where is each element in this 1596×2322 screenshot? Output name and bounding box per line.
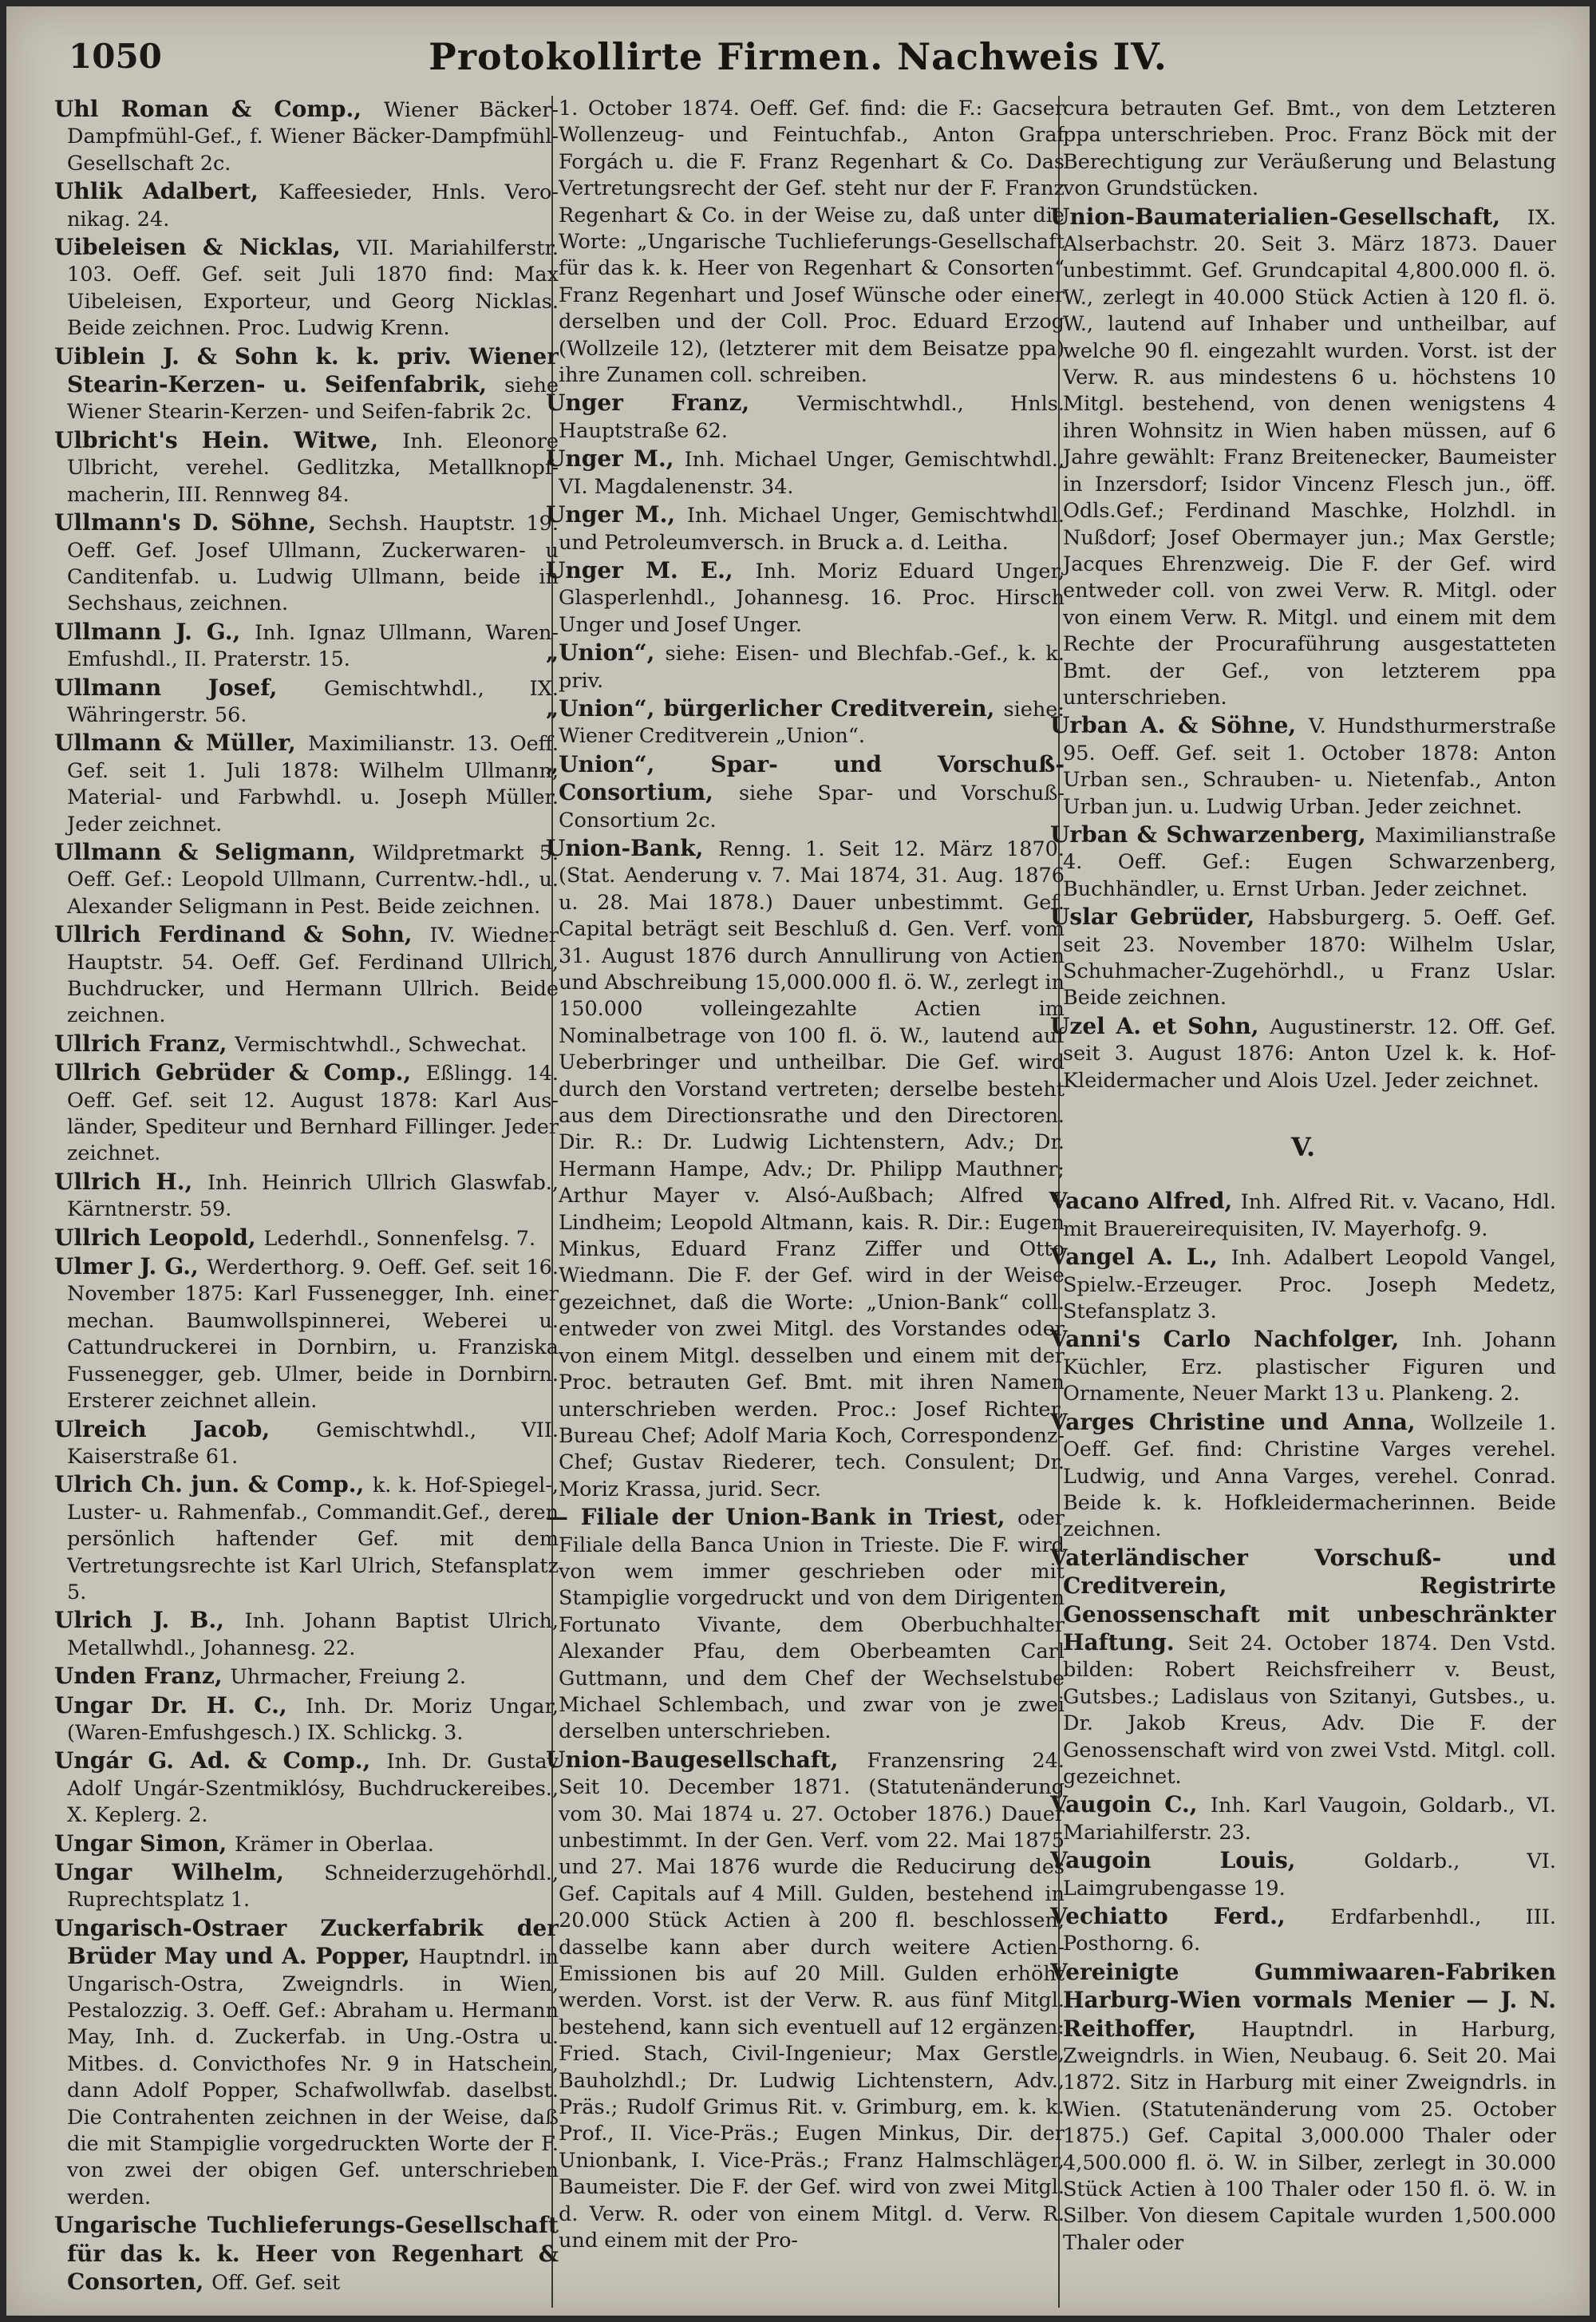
firm-name: Union-Baumaterialien-Gesellschaft, [1050, 203, 1527, 230]
directory-entry [54, 1416, 559, 1471]
firm-name: Ullrich Franz, [54, 1030, 235, 1057]
page-header [6, 30, 1590, 86]
directory-entry [54, 1663, 559, 1691]
directory-entry [1050, 1791, 1556, 1846]
firm-name: Vaugoin C., [1050, 1791, 1211, 1818]
document-page [6, 6, 1590, 2316]
entry-text: Lederhdl., Sonnenfelsg. 7. [263, 1226, 536, 1251]
firm-name: Uslar Gebrüder, [1050, 904, 1268, 931]
entry-text: Gemischtwhdl., IX. Währingerstr. 56. [67, 676, 559, 727]
firm-name: „Union“, [546, 639, 666, 667]
firm-name: Vereinigte Gummiwaaren-Fabriken Harburg-Wien vormals Menier — J. N. Reithoffer, [1050, 1958, 1556, 2042]
firm-name: Union-Bank, [546, 834, 719, 861]
entry-text: Krämer in Oberlaa. [235, 1832, 434, 1857]
firm-name: Ulrich Ch. jun. & Comp., [54, 1471, 373, 1498]
entry-text: Schneiderzugehörhdl., Ruprechtsplatz 1. [67, 1861, 559, 1913]
directory-entry [54, 619, 559, 674]
entry-text: cura betrauten Gef. Bmt., von dem Letzteren ppa unterschrieben. Proc. Franz Böck mit der Berechtigung zur Veräußerung und Belastung von Grundstücken. [1063, 97, 1556, 201]
firm-name: Ullmann J. G., [54, 618, 255, 645]
entry-text: Goldarb., VI. Laimgrubengasse 19. [1063, 1849, 1556, 1901]
directory-entry [54, 730, 559, 838]
firm-name: Ungár G. Ad. & Comp., [54, 1747, 387, 1774]
entry-text: VII. Mariahilferstr. 103. Oeff. Gef. seit Juli 1870 find: Max Uibeleisen, Exporteur, und Georg Nicklas. Beide zeichnen. Proc. Ludwig Krenn. [67, 236, 559, 341]
directory-entry [54, 1747, 559, 1829]
entry-text: Vermischtwhdl., Schwechat. [235, 1032, 527, 1057]
firm-name: Ulrich J. B., [54, 1607, 245, 1634]
firm-name: Ullrich Gebrüder & Comp., [54, 1059, 426, 1086]
entry-text: Augustinerstr. 12. Off. Gef. seit 3. August 1876: Anton Uzel k. k. Hof-Kleidermacher und Alois Uzel. Jeder zeichnet. [1063, 1015, 1556, 1093]
directory-entry [54, 674, 559, 730]
firm-name: Ulbricht's Hein. Witwe, [54, 426, 403, 453]
firm-name: Vacano Alfred, [1050, 1188, 1241, 1215]
entry-text: Vermischtwhdl., Hnls. Hauptstraße 62. [559, 392, 1065, 443]
firm-name: Uiblein J. & Sohn k. k. priv. Wiener Stearin-Kerzen- u. Seifenfabrik, [54, 342, 559, 398]
directory-entry [54, 1471, 559, 1606]
directory-entry [1050, 1847, 1556, 1902]
directory-entry [546, 835, 1065, 1503]
entry-text: Inh. Alfred Rit. v. Vacano, Hdl. mit Brauereirequisiten, IV. Mayerhofg. 9. [1063, 1190, 1556, 1241]
entry-text: Seit 24. October 1874. Den Vstd. bilden: Robert Reichsfreiherr v. Beust, Gutsbes.; Ladislaus von Szitanyi, Gutsbes., u. Dr. Jakob Kreus, Adv. Die F. der Genossenschaft wird von zwei Vstd. Mitgl. coll. gezeichnet. [1063, 1631, 1556, 1789]
firm-name: Ungarisch-Ostraer Zuckerfabrik der Brüder May und A. Popper, [54, 1914, 559, 1970]
entry-text: Inh. Adalbert Leopold Vangel, Spielw.-Erzeuger. Proc. Joseph Medetz, Stefansplatz 3. [1063, 1246, 1556, 1324]
firm-name: Urban A. & Söhne, [1050, 712, 1309, 739]
entry-text: Renng. 1. Seit 12. März 1870. (Stat. Aenderung v. 7. Mai 1874, 31. Aug. 1876 u. 28. Mai 1878.) Dauer unbestimmt. Gef. Capital beträgt seit Beschluß d. Gen. Verf. vom 31. August 1876 durch Annullirung von Actien und Abschreibung 15,000.000 fl. ö. W., zerlegt in 150.000 volleingezahlte Actien im Nominalbetrage von 100 fl. ö. W., lautend auf Ueberbringer und untheilbar. Die Gef. wird durch den Vorstand vertreten; derselbe besteht aus dem Directionsrathe und den Directoren. Dir. R.: Dr. Ludwig Lichtenstern, Adv.; Dr. Hermann Hampe, Adv.; Dr. Philipp Mauthner; Arthur Mayer v. Alsó-Außbach; Alfred v. Lindheim; Leopold Altmann, kais. R. Dir.: Eugen Minkus, Eduard Franz Ziffer und Otto Wiedmann. Die F. der Gef. wird in der Weise gezeichnet, daß die Worte: „Union-Bank“ coll. entweder von zwei Mitgl. des Vorstandes oder von einem Mitgl. desselben und einem mit der Proc. betrauten Gef. Bmt. mit ihren Namen unterschrieben werden. Proc.: Josef Richter, Bureau Chef; Adolf Maria Koch, Correspondenz-Chef; Gustav Riederer, tech. Consulent; Dr. Moriz Krassa, jurid. Secr. [559, 837, 1065, 1501]
column-middle [546, 96, 1065, 2308]
entry-text: Wollzeile 1. Oeff. Gef. find: Christine Varges verehel. Ludwig, und Anna Varges, verehel. Conrad. Beide k. k. Hofkleidermacherinnen. Beide zeichnen. [1063, 1410, 1556, 1542]
firm-name: Ulreich Jacob, [54, 1415, 317, 1442]
entry-text: Inh. Dr. Moriz Ungar, (Waren-Emfushgesch.) IX. Schlickg. 3. [67, 1694, 559, 1745]
directory-entry [546, 390, 1065, 445]
firm-name: Vanni's Carlo Nachfolger, [1050, 1326, 1422, 1353]
entry-text: Inh. Karl Vaugoin, Goldarb., VI. Mariahilferstr. 23. [1063, 1794, 1556, 1845]
directory-entry [546, 695, 1065, 750]
directory-entry [54, 1059, 559, 1168]
firm-name: „Union“, Spar- und Vorschuß-Consortium, [546, 750, 1065, 806]
entry-text: Inh. Michael Unger, Gemischtwhdl., VI. Magdalenenstr. 34. [559, 448, 1065, 499]
firm-name: Ullmann Josef, [54, 674, 324, 701]
firm-name: Vechiatto Ferd., [1050, 1903, 1331, 1929]
directory-entry [1050, 1545, 1556, 1791]
entry-text: Kaffeesieder, Hnls. Vero-nikag. 24. [67, 180, 559, 231]
firm-name: Ullrich Ferdinand & Sohn, [54, 921, 430, 948]
firm-name: Ungarische Tuchlieferungs-Gesellschaft für das k. k. Heer von Regenhart & Consorten, [54, 2212, 559, 2296]
directory-entry [546, 1746, 1065, 2255]
directory-entry [54, 1607, 559, 1662]
directory-entry [1050, 1013, 1556, 1094]
entry-text: Wildpretmarkt 5. Oeff. Gef.: Leopold Ullmann, Currentw.-hdl., u. Alexander Seligmann in Pest. Beide zeichnen. [67, 841, 559, 919]
firm-name: Ungar Simon, [54, 1830, 235, 1857]
firm-name: Ulmer J. G., [54, 1253, 207, 1280]
directory-entry [54, 1915, 559, 2211]
directory-entry [1050, 821, 1556, 903]
directory-entry [54, 2212, 559, 2296]
entry-text: oder Filiale della Banca Union in Trieste. Die F. wird von wem immer geschrieben oder mit Stampiglie vorgedruckt und von dem Dirigenten Fortunato Vivante, dem Oberbuchhalter Alexander Pfau, dem Oberbeamten Carl Guttmann, und dem Chef der Wechselstube Michael Schlembach, und zwar von je zwei derselben unterschrieben. [559, 1506, 1065, 1744]
directory-entry [54, 509, 559, 618]
entry-text: Hauptndrl. in Ungarisch-Ostra, Zweigndrls. in Wien, Pestalozzig. 3. Oeff. Gef.: Abraham u. Hermann May, Inh. d. Zuckerfab. in Ung.-Ostra u. Mitbes. d. Convicthofes Nr. 9 in Hatschein, dann Adolf Popper, Schafwollwfab. daselbst. Die Contrahenten zeichnen in der Weise, daß die mit Stampiglie vorgedruckten Worte der F. von zwei der obigen Gef. unterschrieben werden. [67, 1945, 559, 2209]
directory-entry [1050, 1409, 1556, 1544]
section-letter: V. [1290, 1132, 1316, 1163]
firm-name: Ungar Wilhelm, [54, 1859, 325, 1885]
entry-text: Inh. Michael Unger, Gemischtwhdl. und Petroleumversch. in Bruck a. d. Leitha. [559, 504, 1065, 555]
entry-text: Habsburgerg. 5. Oeff. Gef. seit 23. November 1870: Wilhelm Uslar, Schuhmacher-Zugehörhdl., u Franz Uslar. Beide zeichnen. [1063, 906, 1556, 1011]
firm-name: Uibeleisen & Nicklas, [54, 234, 358, 261]
firm-name: Union-Baugesellschaft, [546, 1746, 867, 1773]
entry-text: Maximilianstraße 4. Oeff. Gef.: Eugen Schwarzenberg, Buchhändler, u. Ernst Urban. Jeder zeichnet. [1063, 823, 1556, 901]
directory-entry [546, 751, 1065, 834]
entry-text: Erdfarbenhdl., III. Posthorng. 6. [1063, 1905, 1556, 1956]
entry-text: IX. Alserbachstr. 20. Seit 3. März 1873. Dauer unbestimmt. Gef. Grundcapital 4,800.000 fl. ö. W., zerlegt in 40.000 Stück Actien à 120 fl. ö. W., lautend auf Inhaber und untheilbar, auf welche 90 fl. eingezahlt wurden. Vorst. ist der Verw. R. aus mindestens 6 u. höchstens 10 Mitgl. bestehend, von denen wenigstens 4 ihren Wohnsitz in Wien haben müssen, auf 6 Jahre gewählt: Franz Breitenecker, Baumeister in Inzersdorf; Isidor Vincenz Flesch jun., öff. Odls.Gef.; Ferdinand Maschke, Holzhdl. in Nußdorf; Josef Obermayer jun.; Max Gerstle; Jacques Ehrenzweig. Die F. der Gef. wird entweder coll. von zwei Verw. R. Mitgl. oder von einem Verw. R. Mitgl. und einem mit dem Rechte der Procuraführung ausgestatteten Bmt. der Gef., von letzterem ppa unterschrieben. [1063, 205, 1556, 710]
directory-entry [54, 1224, 559, 1252]
entry-text: Franzensring 24. Seit 10. December 1871. (Statutenänderung vom 30. Mai 1874 u. 27. October 1876.) Dauer unbestimmt. In der Gen. Verf. vom 22. Mai 1875 und 27. Mai 1876 wurde die Reducirung des Gef. Capitals auf 4 Mill. Gulden, bestehend in 20.000 Stück Actien à 200 fl. beschlossen, dasselbe kann aber durch weitere Actien-Emissionen bis auf 20 Mill. Gulden erhöht werden. Vorst. ist der Verw. R. aus fünf Mitgl. bestehend, kann sich eventuell auf 12 ergänzen: Fried. Stach, Civil-Ingenieur; Max Gerstle, Bauholzhdl.; Dr. Ludwig Lichtenstern, Adv., Präs.; Rudolf Grimus Rit. v. Grimburg, em. k. k. Prof., II. Vice-Präs.; Eugen Minkus, Dir. der Unionbank, I. Vice-Präs.; Franz Halmschläger, Baumeister. Die F. der Gef. wird von zwei Mitgl. d. Verw. R. oder von einem Mitgl. d. Verw. R. und einem mit der Pro- [559, 1748, 1065, 2253]
directory-entry [54, 1169, 559, 1224]
entry-text: Wiener Bäcker-Dampfmühl-Gef., f. Wiener Bäcker-Dampfmühl-Gesellschaft 2c. [67, 98, 559, 176]
directory-entry [546, 96, 1065, 389]
entry-text: siehe Spar- und Vorschuß-Consortium 2c. [559, 781, 1065, 833]
firm-name: Vaterländischer Vorschuß- und Creditverein, Registrirte Genossenschaft mit unbeschränkter Haftung. [1050, 1544, 1556, 1655]
firm-name: Uhl Roman & Comp., [54, 96, 385, 122]
directory-entry [1050, 1188, 1556, 1243]
entry-text: Inh. Dr. Gustav Adolf Ungár-Szentmiklósy, Buchdruckereibes., X. Keplerg. 2. [67, 1750, 559, 1828]
entry-text: siehe: Wiener Creditverein „Union“. [559, 697, 1065, 749]
directory-entry [1050, 96, 1556, 203]
entry-text: Eßlingg. 14. Oeff. Gef. seit 12. August 1878: Karl Aus-länder, Spediteur und Bernhard Fillinger. Jeder zeichnet. [67, 1062, 559, 1166]
directory-entry [546, 445, 1065, 500]
entry-text: siehe Wiener Stearin-Kerzen- und Seifen-fabrik 2c. [67, 374, 559, 425]
entry-text: siehe: Eisen- und Blechfab.-Gef., k. k. priv. [559, 642, 1065, 693]
directory-entry [54, 921, 559, 1030]
directory-entry [546, 639, 1065, 694]
directory-entry [54, 178, 559, 233]
firm-name: Ullmann & Seligmann, [54, 838, 373, 865]
firm-name: Uhlik Adalbert, [54, 178, 279, 205]
directory-entry [546, 557, 1065, 639]
firm-name: Unger M., [546, 445, 685, 473]
directory-entry [546, 501, 1065, 556]
directory-entry [546, 1504, 1065, 1746]
running-head: Protokollirte Firmen. Nachweis IV. [429, 35, 1167, 78]
directory-entry [54, 96, 559, 177]
directory-entry [1050, 712, 1556, 821]
firm-name: Ullrich Leopold, [54, 1224, 264, 1251]
entry-text: Inh. Ignaz Ullmann, Waren-Emfushdl., II. Praterstr. 15. [67, 620, 559, 672]
firm-name: Vangel A. L., [1050, 1244, 1231, 1271]
directory-entry [1050, 204, 1556, 712]
entry-text: Werderthorg. 9. Oeff. Gef. seit 16. November 1875: Karl Fussenegger, Inh. einer mechan. Baumwollspinnerei, Weberei u. Cattundruckerei in Dornbirn, u. Franziska Fussenegger, geb. Ulmer, beide in Dornbirn. Ersterer zeichnet allein. [67, 1256, 559, 1414]
entry-text: Inh. Johann Baptist Ulrich, Metallwhdl., Johannesg. 22. [67, 1609, 559, 1660]
firm-name: „Union“, bürgerlicher Creditverein, [546, 694, 1004, 722]
entry-text: k. k. Hof-Spiegel-, Luster- u. Rahmenfab., Commandit.Gef., deren persönlich haftender Gef. mit dem Vertretungsrechte ist Karl Ulrich, Stefansplatz 5. [67, 1474, 559, 1604]
firm-name: Ullrich H., [54, 1168, 207, 1195]
firm-name: Vaugoin Louis, [1050, 1847, 1365, 1874]
firm-name: Ungar Dr. H. C., [54, 1691, 306, 1719]
entry-text: 1. October 1874. Oeff. Gef. find: die F.: Gacser Wollenzeug- und Feintuchfab., Anton Graf Forgách u. die F. Franz Regenhart & Co. Das Vertretungsrecht der Gef. steht nur der F. Franz Regenhart & Co. in der Weise zu, daß unter die Worte: „Ungarische Tuchlieferungs-Gesellschaft für das k. k. Heer von Regenhart & Consorten“ Franz Regenhart und Josef Wünsche oder einer derselben und der Coll. Proc. Eduard Erzog (Wollzeile 12), (letzterer mit dem Beisatze ppa) ihre Zunamen coll. schreiben. [559, 97, 1065, 388]
directory-entry [1050, 1959, 1556, 2257]
column-left [54, 96, 559, 2308]
directory-entry [54, 343, 559, 426]
firm-name: Ullmann & Müller, [54, 730, 309, 757]
entry-text: Uhrmacher, Freiung 2. [230, 1665, 466, 1690]
entry-text: Off. Gef. seit [211, 2271, 341, 2296]
firm-name: — Filiale der Union-Bank in Triest, [546, 1504, 1018, 1531]
page-number: 1050 [69, 37, 162, 76]
entry-text: Hauptndrl. in Harburg, Zweigndrls. in Wien, Neubaug. 6. Seit 20. Mai 1872. Sitz in Harburg mit einer Zweigndrls. in Wien. (Statutenänderung vom 25. October 1875.) Gef. Capital 3,000.000 Thaler oder 4,500.000 fl. ö. W. in Silber, zerlegt in 30.000 Stück Actien à 100 Thaler oder 150 fl. ö. W. in Silber. Von diesem Capitale wurden 1,500.000 Thaler oder [1063, 2017, 1556, 2255]
firm-name: Uzel A. et Sohn, [1050, 1012, 1270, 1039]
firm-name: Ullmann's D. Söhne, [54, 509, 329, 536]
entry-text: V. Hundsthurmerstraße 95. Oeff. Gef. seit 1. October 1878: Anton Urban sen., Schrauben- u. Nietenfab., Anton Urban jun. u. Ludwig Urban. Jeder zeichnet. [1063, 714, 1556, 819]
entry-text: Inh. Moriz Eduard Unger, Glasperlenhdl., Johannesg. 16. Proc. Hirsch Unger und Josef Unger. [559, 559, 1065, 637]
directory-entry [54, 1692, 559, 1747]
entry-text: Inh. Heinrich Ullrich Glaswfab., Kärntnerstr. 59. [67, 1170, 559, 1222]
directory-entry [1050, 904, 1556, 1012]
firm-name: Unger Franz, [546, 390, 798, 417]
entry-text: Maximilianstr. 13. Oeff. Gef. seit 1. Juli 1878: Wilhelm Ullmann, Material- und Farbwhdl. u. Joseph Müller. Jeder zeichnet. [67, 732, 559, 837]
firm-name: Unger M., [546, 501, 687, 528]
directory-entry [54, 1859, 559, 1914]
entry-text: Inh. Johann Küchler, Erz. plastischer Figuren und Ornamente, Neuer Markt 13 u. Plankeng. 2. [1063, 1328, 1556, 1406]
entry-text: Sechsh. Hauptstr. 19. Oeff. Gef. Josef Ullmann, Zuckerwaren- u Canditenfab. u. Ludwig Ullmann, beide in Sechshaus, zeichnen. [67, 512, 559, 616]
entry-text: Inh. Eleonore Ulbricht, verehel. Gedlitzka, Metallknopf-macherin, III. Rennweg 84. [67, 429, 559, 507]
directory-entry [1050, 1903, 1556, 1958]
directory-entry [1050, 1244, 1556, 1325]
entry-text: Gemischtwhdl., VII. Kaiserstraße 61. [67, 1418, 559, 1469]
directory-entry [54, 1030, 559, 1058]
firm-name: Unden Franz, [54, 1663, 231, 1690]
directory-entry [54, 1253, 559, 1414]
firm-name: Varges Christine und Anna, [1050, 1408, 1431, 1435]
column-right [1050, 96, 1556, 2308]
firm-name: Unger M. E., [546, 556, 756, 583]
directory-entry [1050, 1326, 1556, 1407]
entry-text: IV. Wiedner Hauptstr. 54. Oeff. Gef. Ferdinand Ullrich, Buchdrucker, und Hermann Ullrich. Beide zeichnen. [67, 924, 559, 1028]
directory-entry [54, 427, 559, 508]
firm-name: Urban & Schwarzenberg, [1050, 821, 1376, 848]
directory-entry [54, 234, 559, 342]
directory-entry [54, 839, 559, 920]
directory-entry [54, 1830, 559, 1858]
